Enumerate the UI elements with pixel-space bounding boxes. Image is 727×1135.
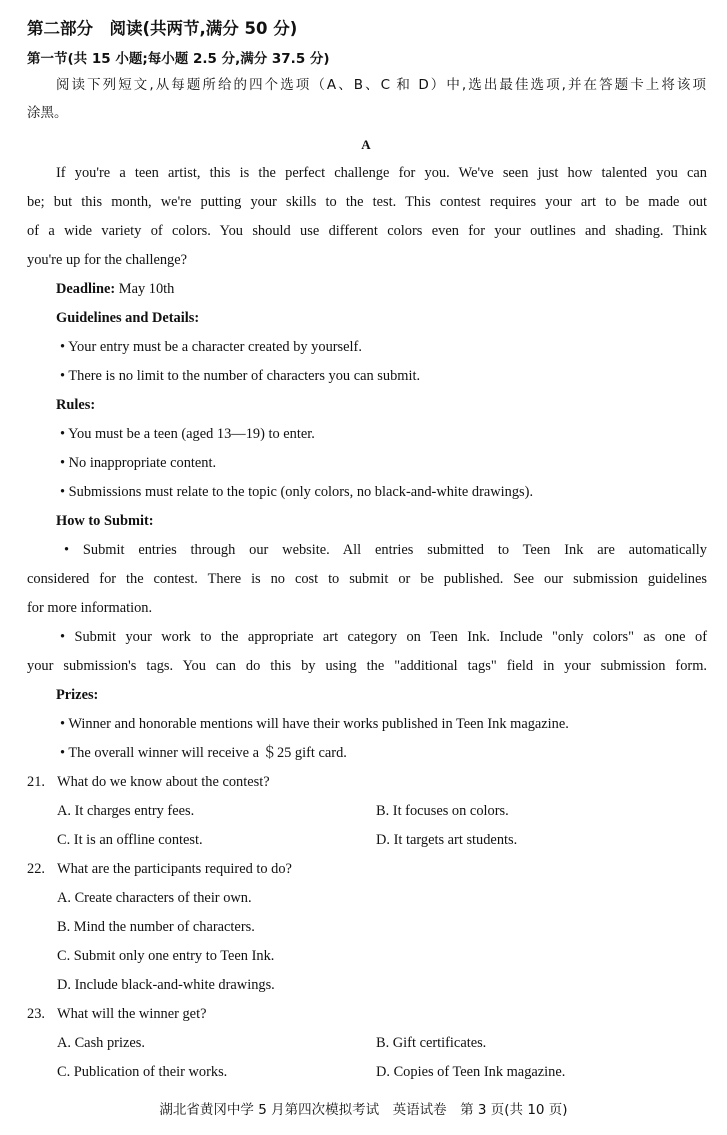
part-title: 第二部分 阅读(共两节,满分 50 分) [27, 19, 298, 38]
submit-p2-line-1: • Submit your work to the appropriate art category on Teen Ink. Include "only colors" as one of [60, 629, 707, 645]
submit-p1-line-2: considered for the contest. There is no cost to submit or be published. See our submission guidelines [27, 571, 707, 587]
intro-line-1: If you're a teen artist, this is the perfect challenge for you. We've seen just how talented you can [56, 165, 707, 181]
rule-item: • You must be a teen (aged 13—19) to enter. [60, 426, 315, 442]
intro-line-4: you're up for the challenge? [27, 252, 188, 268]
instructions-line-1: 阅读下列短文,从每题所给的四个选项（A、B、C 和 D）中,选出最佳选项,并在答题卡上将该项 [56, 77, 706, 93]
instructions-line-2: 涂黑。 [27, 105, 68, 121]
rule-item: • No inappropriate content. [60, 455, 217, 471]
option-d: D. It targets art students. [376, 832, 518, 848]
option-a: A. It charges entry fees. [57, 803, 195, 819]
option-d: D. Include black-and-white drawings. [57, 977, 275, 993]
question-stem: What do we know about the contest? [57, 774, 270, 790]
question-number: 23. [27, 1006, 45, 1022]
submit-heading: How to Submit: [56, 513, 154, 529]
submit-p1-line-1: • Submit entries through our website. All entries submitted to Teen Ink are automatically [64, 542, 707, 558]
prize-item: • Winner and honorable mentions will have their works published in Teen Ink magazine. [60, 716, 569, 732]
guideline-item: • Your entry must be a character created by yourself. [60, 339, 362, 355]
option-d: D. Copies of Teen Ink magazine. [376, 1064, 566, 1080]
section-title: 第一节(共 15 小题;每小题 2.5 分,满分 37.5 分) [27, 51, 330, 67]
submit-p2-line-2: your submission's tags. You can do this by using the "additional tags" field in your submission form. [27, 658, 707, 674]
question-stem: What will the winner get? [57, 1006, 207, 1022]
prizes-heading: Prizes: [56, 687, 99, 703]
guidelines-heading: Guidelines and Details: [56, 310, 200, 326]
page-footer: 湖北省黄冈中学 5 月第四次模拟考试 英语试卷 第 3 页(共 10 页) [159, 1102, 568, 1118]
option-c: C. It is an offline contest. [57, 832, 203, 848]
deadline [56, 280, 174, 298]
option-c: C. Publication of their works. [57, 1064, 228, 1080]
question-number: 21. [27, 774, 45, 790]
question-stem: What are the participants required to do? [57, 861, 292, 877]
option-b: B. Gift certificates. [376, 1035, 487, 1051]
passage-letter: A [361, 137, 371, 152]
rule-item: • Submissions must relate to the topic (only colors, no black-and-white drawings). [60, 484, 534, 500]
rules-heading: Rules: [56, 397, 96, 413]
option-a: A. Cash prizes. [57, 1035, 145, 1051]
option-c: C. Submit only one entry to Teen Ink. [57, 948, 275, 964]
option-b: B. Mind the number of characters. [57, 919, 255, 935]
intro-line-3: of a wide variety of colors. You should use different colors even for your outlines and shading. Think [27, 223, 707, 239]
option-b: B. It focuses on colors. [376, 803, 509, 819]
question-number: 22. [27, 861, 45, 877]
submit-p1-line-3: for more information. [27, 600, 153, 616]
deadline-value: May 10th [115, 281, 175, 297]
guideline-item: • There is no limit to the number of characters you can submit. [60, 368, 421, 384]
prize-item: • The overall winner will receive a ＄25 gift card. [60, 745, 347, 761]
deadline-label: Deadline: [56, 281, 116, 297]
option-a: A. Create characters of their own. [57, 890, 252, 906]
intro-line-2: be; but this month, we're putting your skills to the test. This contest requires your art to be made out [27, 194, 707, 210]
